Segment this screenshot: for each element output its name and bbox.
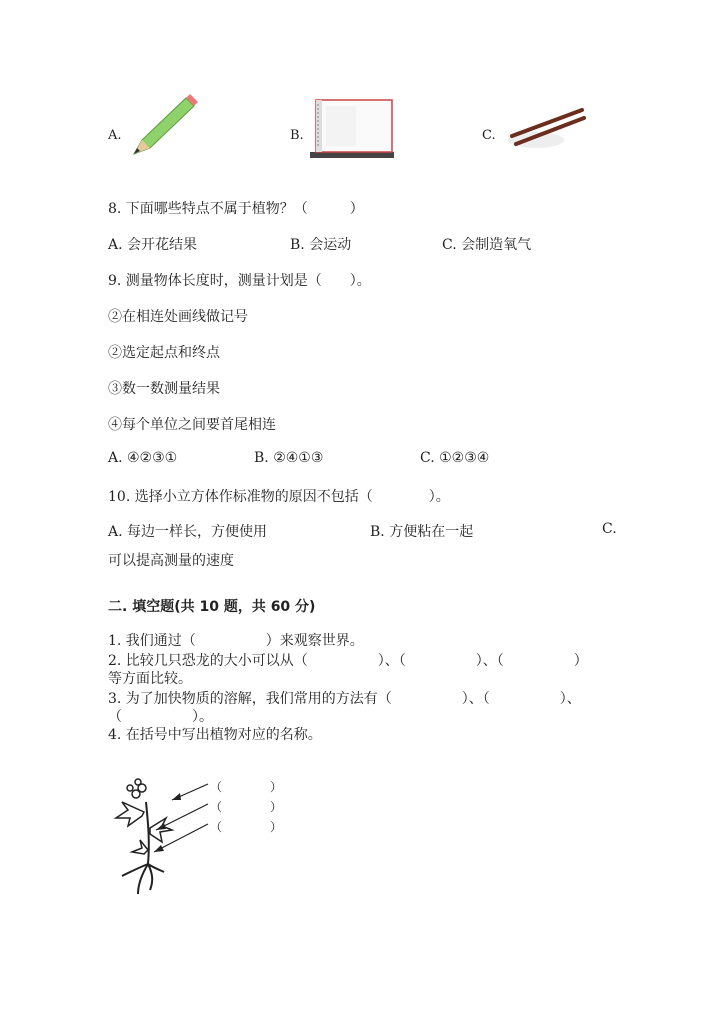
section-title: 二. 填空题(共 10 题，共 60 分) bbox=[108, 599, 316, 615]
fill-q3-line1: 3. 为了加快物质的溶解，我们常用的方法有（ ）、（ ）、 bbox=[108, 691, 581, 707]
q9-step: ②选定起点和终点 bbox=[108, 345, 220, 361]
q7-option-b: B. bbox=[290, 128, 304, 143]
q10-option-b: B. 方便粘在一起 bbox=[370, 524, 474, 540]
pencil-image bbox=[128, 92, 198, 160]
chopsticks-image bbox=[506, 104, 586, 152]
q9-option-a: A. ④②③① bbox=[108, 450, 178, 466]
fill-q4: 4. 在括号中写出植物对应的名称。 bbox=[108, 727, 322, 743]
plant-blank-1[interactable]: （ ） bbox=[210, 780, 283, 794]
fill-q1: 1. 我们通过（ ）来观察世界。 bbox=[108, 633, 364, 649]
fill-q3-line2: （ ）。 bbox=[108, 709, 213, 725]
q8-option-c: C. 会制造氧气 bbox=[442, 237, 532, 253]
q10-question: 10. 选择小立方体作标准物的原因不包括（ ）。 bbox=[108, 489, 450, 505]
q8-question: 8. 下面哪些特点不属于植物？（ ） bbox=[108, 201, 364, 217]
q9-step: ④每个单位之间要首尾相连 bbox=[108, 417, 276, 433]
q9-step: ③数一数测量结果 bbox=[108, 381, 220, 397]
notebook-image bbox=[308, 96, 394, 160]
q9-option-b: B. ②④①③ bbox=[254, 450, 324, 466]
q10-option-c-label: C. bbox=[602, 521, 617, 537]
plant-blank-3[interactable]: （ ） bbox=[210, 820, 283, 834]
q7-option-a: A. bbox=[108, 128, 122, 143]
q9-step: ②在相连处画线做记号 bbox=[108, 309, 248, 325]
q8-option-a: A. 会开花结果 bbox=[108, 237, 198, 253]
q8-option-b: B. 会运动 bbox=[290, 237, 352, 253]
q10-option-c-text: 可以提高测量的速度 bbox=[108, 553, 234, 569]
fill-q2-line2: 等方面比较。 bbox=[108, 671, 192, 687]
fill-q2-line1: 2. 比较几只恐龙的大小可以从（ ）、（ ）、（ ） bbox=[108, 653, 588, 669]
q7-option-c: C. bbox=[482, 128, 496, 143]
plant-diagram bbox=[108, 772, 218, 896]
q9-option-c: C. ①②③④ bbox=[420, 450, 490, 466]
plant-blank-2[interactable]: （ ） bbox=[210, 800, 283, 814]
q10-option-a: A. 每边一样长，方便使用 bbox=[108, 524, 268, 540]
q9-question: 9. 测量物体长度时，测量计划是（ ）。 bbox=[108, 273, 371, 289]
